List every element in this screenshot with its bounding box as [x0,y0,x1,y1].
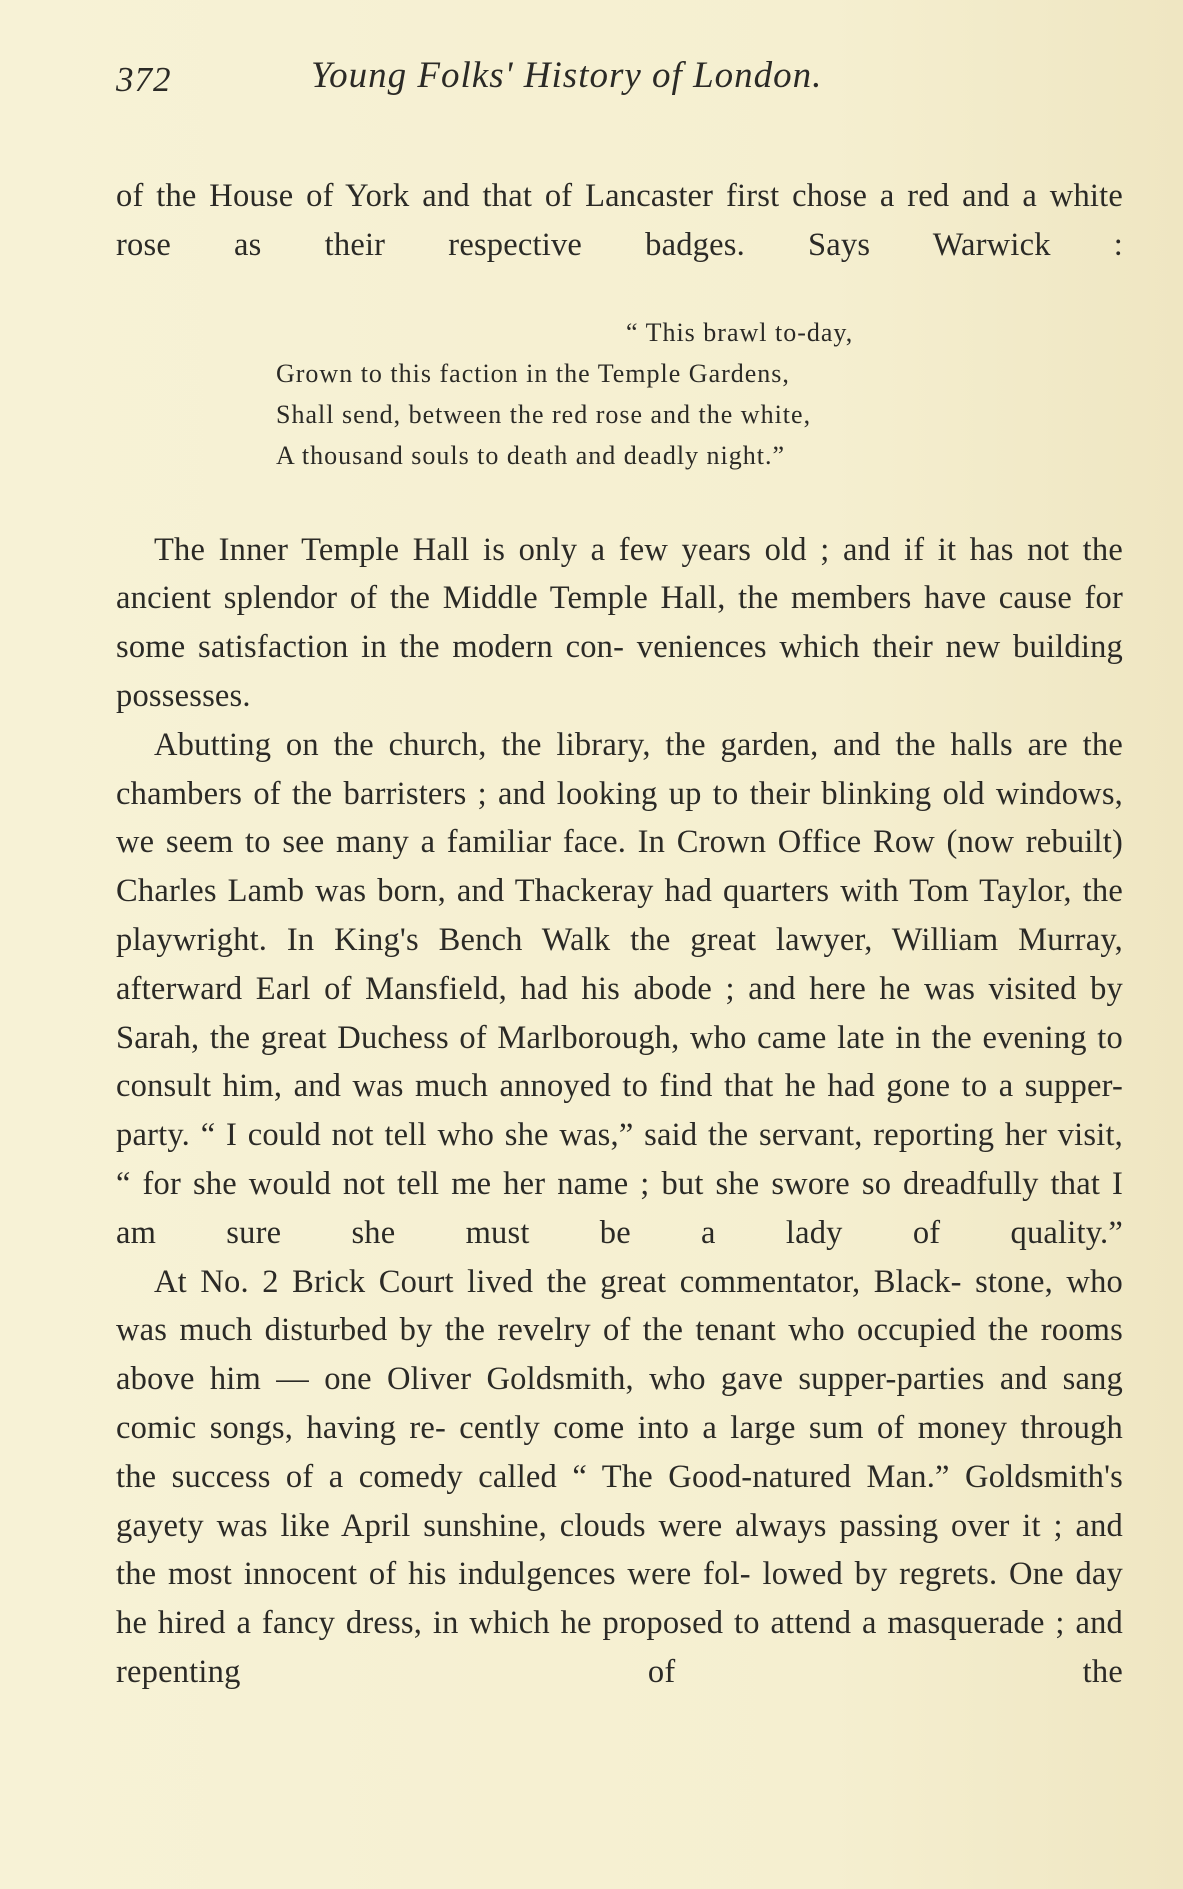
page-number: 372 [116,60,172,99]
verse-line-4: A thousand souls to death and deadly night.” [276,440,786,470]
running-head [116,50,1123,110]
verse-line-2: Grown to this faction in the Temple Gardens, [276,358,790,388]
running-title: Young Folks' History of London. [311,55,823,96]
paragraph-2: The Inner Temple Hall is only a few years old ; and if it has not the ancient splendor of the Middle Temple Hall, the members have cause for some satisfaction in the modern con- veniences which their new building possesses. [116,531,1123,714]
verse-line-1: “ This brawl to-day, [626,317,854,347]
verse-line-3: Shall send, between the red rose and the white, [276,399,812,429]
paragraph-1: of the House of York and that of Lancaster first chose a red and a white rose as their respective badges. Says Warwick : [116,178,1123,263]
body-text [116,172,1123,1697]
paragraph-4: At No. 2 Brick Court lived the great commentator, Black- stone, who was much disturbed by the revelry of the tenant who occupied the rooms above him — one Oliver Goldsmith, who gave supper-parties and sang comic songs, having re- cently come into a large sum of money through the success of a comedy called “ The Good-natured Man.” Goldsmith's gayety was like April sunshine, clouds were always passing over it ; and the most innocent of his indulgences were fol- lowed by regrets. One day he hired a fancy dress, in which he proposed to attend a masquerade ; and repenting of the [116,1263,1123,1690]
paragraph-3: Abutting on the church, the library, the garden, and the halls are the chambers of the barristers ; and looking up to their blinking old windows, we seem to see many a familiar face. In Crown Office Row (now rebuilt) Charles Lamb was born, and Thackeray had quarters with Tom Taylor, the playwright. In King's Bench Walk the great lawyer, William Murray, afterward Earl of Mansfield, had his abode ; and here he was visited by Sarah, the great Duchess of Marlborough, who came late in the evening to consult him, and was much annoyed to find that he had gone to a supper-party. “ I could not tell who she was,” said the servant, reporting her visit, “ for she would not tell me her name ; but she swore so dreadfully that I am sure she must be a lady of quality.” [116,726,1123,1251]
verse-quotation [276,312,976,476]
